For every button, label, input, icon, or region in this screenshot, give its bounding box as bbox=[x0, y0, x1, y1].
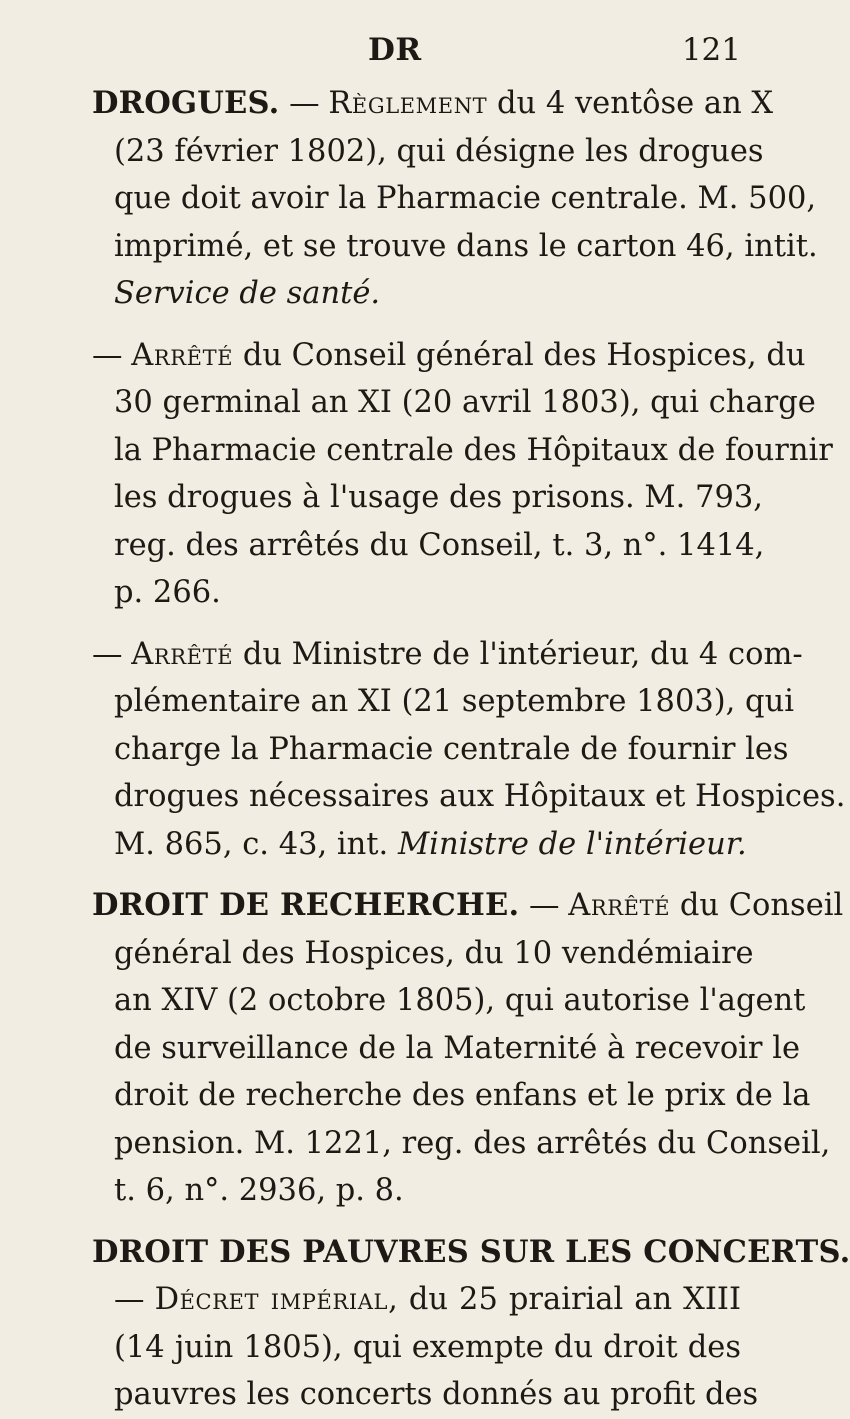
act-type: Arrêté bbox=[568, 888, 671, 923]
entry-line: pauvres les concerts donnés au profit des bbox=[114, 1377, 759, 1412]
entry-line: (14 juin 1805), qui exempte du droit des bbox=[114, 1329, 741, 1365]
entry-drogues-hopitaux bbox=[92, 631, 846, 869]
dash: — bbox=[92, 337, 122, 373]
entry-line: 30 germinal an XI (20 avril 1803), qui charge bbox=[114, 385, 816, 420]
act-type: Décret impérial bbox=[154, 1282, 389, 1317]
entry-line: les drogues à l'usage des prisons. M. 793, bbox=[114, 480, 763, 515]
entry-line bbox=[92, 882, 844, 930]
entry-line bbox=[92, 332, 806, 380]
entry-line: reg. des arrêtés du Conseil, t. 3, n°. 1414, bbox=[114, 527, 765, 563]
entry-text: du 4 ventôse an X bbox=[487, 86, 774, 121]
entry-line: drogues nécessaires aux Hôpitaux et Hospices. bbox=[114, 779, 846, 814]
entry-text: du Conseil général des Hospices, du bbox=[233, 337, 806, 373]
entry-drogues-prisons bbox=[92, 332, 833, 617]
entry-droit-de-recherche bbox=[92, 882, 844, 1215]
entry-line: (23 février 1802), qui désigne les drogues bbox=[114, 133, 764, 169]
headword: DROIT DES PAUVRES SUR LES CONCERTS. bbox=[92, 1233, 850, 1270]
act-type: Arrêté bbox=[131, 636, 234, 672]
entry-text: , du 25 prairial an XIII bbox=[388, 1282, 742, 1317]
entry-line: pension. M. 1221, reg. des arrêtés du Conseil, bbox=[114, 1125, 831, 1161]
act-type: Arrêté bbox=[131, 337, 234, 373]
entry-line: charge la Pharmacie centrale de fournir les bbox=[114, 731, 789, 767]
entry-line: droit de recherche des enfans et le prix de la bbox=[114, 1078, 811, 1113]
service-reference: Ministre de l'intérieur. bbox=[397, 826, 747, 862]
headword: DROGUES. bbox=[92, 85, 280, 121]
dash: — bbox=[92, 636, 122, 672]
entry-line: que doit avoir la Pharmacie centrale. M. 500, bbox=[114, 181, 817, 216]
entry-line: de surveillance de la Maternité à recevoir le bbox=[114, 1030, 801, 1066]
entry-line: imprimé, et se trouve dans le carton 46, intit. bbox=[114, 228, 818, 264]
entry-line: p. 266. bbox=[114, 575, 221, 610]
entry-line: plémentaire an XI (21 septembre 1803), qui bbox=[114, 684, 794, 719]
act-type: Règlement bbox=[328, 86, 488, 121]
page-header bbox=[92, 30, 741, 80]
service-reference: Service de santé. bbox=[114, 276, 381, 311]
entry-drogues bbox=[92, 80, 818, 318]
running-head: DR bbox=[368, 32, 422, 68]
entry-line bbox=[92, 821, 747, 869]
dash: — bbox=[529, 888, 559, 923]
entry-line: t. 6, n°. 2936, p. 8. bbox=[114, 1173, 404, 1208]
dash: — bbox=[114, 1282, 144, 1317]
entry-line: général des Hospices, du 10 vendémiaire bbox=[114, 935, 754, 971]
entry-droit-des-pauvres bbox=[92, 1229, 850, 1419]
entry-text: M. 865, c. 43, int. bbox=[114, 826, 398, 862]
headword: DROIT DE RECHERCHE. bbox=[92, 887, 520, 923]
entry-line bbox=[92, 1276, 741, 1324]
entry-text: du Conseil bbox=[670, 888, 844, 923]
dash: — bbox=[289, 86, 319, 121]
entry-text: du Ministre de l'intérieur, du 4 com- bbox=[233, 636, 803, 672]
entry-line: an XIV (2 octobre 1805), qui autorise l'agent bbox=[114, 983, 806, 1018]
entry-line: la Pharmacie centrale des Hôpitaux de fournir bbox=[114, 432, 833, 468]
entry-line bbox=[92, 631, 803, 679]
page-number: 121 bbox=[681, 32, 741, 68]
entry-line bbox=[92, 80, 774, 128]
